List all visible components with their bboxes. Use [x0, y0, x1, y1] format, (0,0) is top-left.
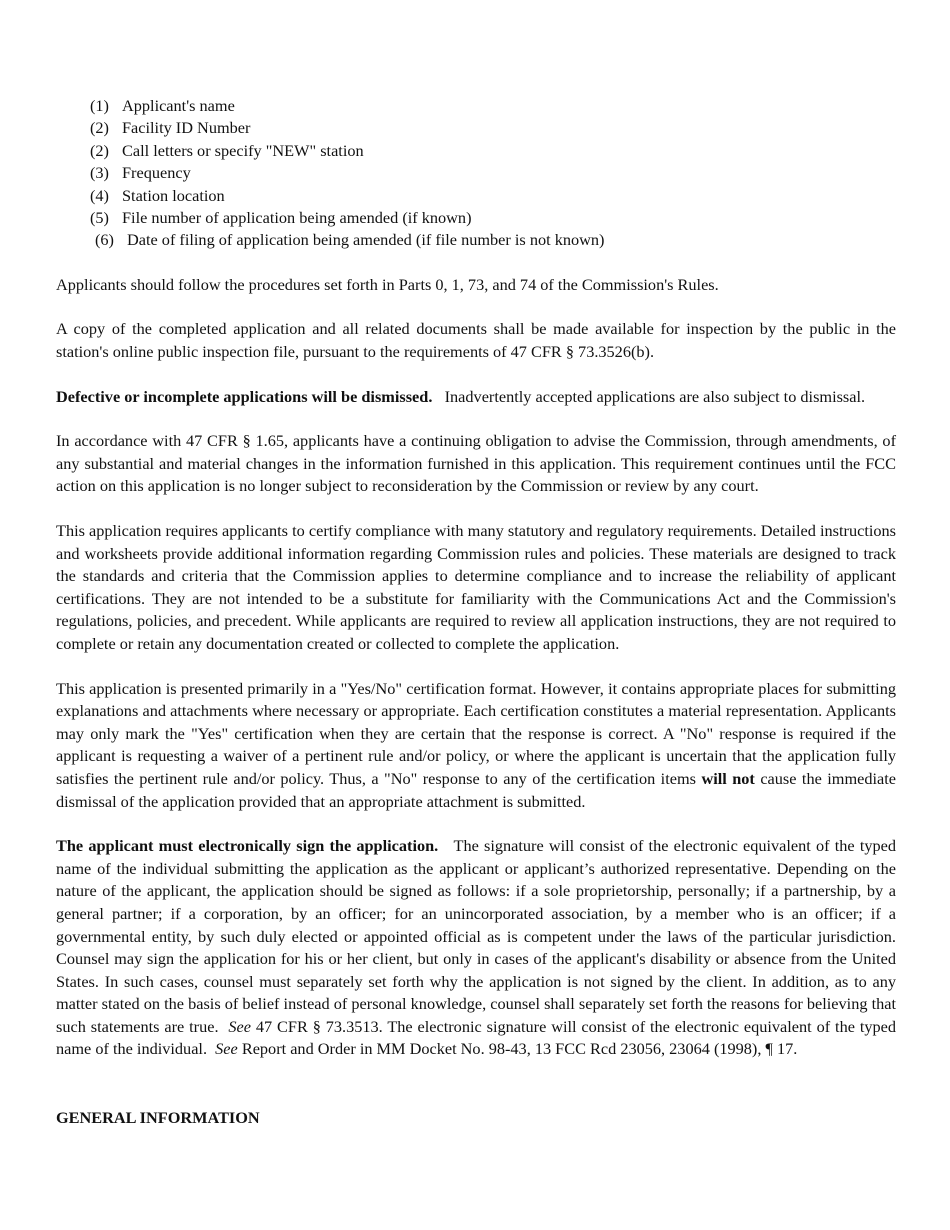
list-number: (1)	[90, 96, 109, 115]
list-number: (2)	[90, 118, 109, 138]
list-text: Facility ID Number	[122, 118, 251, 138]
signature-text-b: 47 CFR § 73.3513. The electronic signature will consist of the electronic equivalent of the typed name of the individual.	[56, 1016, 897, 1059]
list-number: (4)	[90, 185, 109, 205]
document-page	[56, 95, 896, 1130]
will-not-bold-text: will not	[701, 768, 755, 788]
certification-paragraph: This application requires applicants to certify compliance with many statutory and regulatory requirements. Detailed instructions and worksheets provide additional information regarding Commission rules and policies. These materials are designed to track the standards and criteria that the Commission applies to determine compliance and to increase the reliability of applicant certifications. They are not intended to be a substitute for familiarity with the Communications Act and the Commission's regulations, policies, and precedent. While applicants are required to review all application instructions, they are not required to complete or retain any documentation created or collected to complete the application.	[56, 521, 896, 653]
signature-text-c: Report and Order in MM Docket No. 98-43, 13 FCC Rcd 23056, 23064 (1998), ¶ 17.	[241, 1039, 798, 1059]
list-number: (3)	[90, 163, 109, 183]
signature-bold-text: The applicant must electronically sign the application.	[56, 836, 439, 856]
list-item	[90, 185, 896, 207]
see-italic-1: See	[228, 1016, 251, 1036]
list-item	[90, 207, 896, 229]
dismissal-text: Inadvertently accepted applications are also subject to dismissal.	[444, 386, 866, 406]
yes-no-text-a: This application is presented primarily in a "Yes/No" certification format. However, it contains appropriate places for submitting explanations and attachments where necessary or appropriate. Each certification constitutes a material representation. Applicants may only mark the "Yes" certification when they are certain that the response is correct. A "No" response is required if the applicant is requesting a waiver of a pertinent rule and/or policy, or where the applicant is uncertain that the application fully satisfies the pertinent rule and/or policy. Thus, a "No" response to any of the certification items	[56, 678, 896, 788]
list-text: Frequency	[122, 163, 191, 183]
signature-text-a: The signature will consist of the electronic equivalent of the typed name of the individual submitting the application as the applicant or applicant’s authorized representative. Depending on the nature of the applicant, the application should be signed as follows: if a sole proprietorship, personally; if a partnership, by a general partner; if a corporation, by an officer; for an unincorporated association, by a member who is an officer; if a governmental entity, by such duly elected or appointed official as is competent under the laws of the particular jurisdiction. Counsel may sign the application for his or her client, but only in cases of the applicant's disability or absence from the United States. In such cases, counsel must separately set forth why the application is not signed by the client. In addition, as to any matter stated on the basis of belief instead of personal knowledge, counsel shall separately set forth the reasons for believing that such statements are true.	[56, 836, 896, 1036]
list-number: (5)	[90, 208, 109, 228]
list-number: (2)	[90, 140, 109, 160]
list-item	[90, 95, 896, 117]
list-number: (6)	[95, 230, 114, 250]
public-file-paragraph: A copy of the completed application and all related documents shall be made available for inspection by the public in the station's online public inspection file, pursuant to the requirements of 47 CFR § 73.3526(b).	[56, 319, 896, 362]
signature-paragraph	[56, 835, 896, 1061]
list-text: Date of filing of application being amended (if file number is not known)	[127, 230, 605, 250]
list-text: Call letters or specify "NEW" station	[122, 140, 364, 160]
list-item	[90, 162, 896, 184]
dismissal-bold-text: Defective or incomplete applications will be dismissed.	[56, 386, 433, 406]
list-item	[90, 229, 896, 251]
yes-no-format-paragraph	[56, 678, 896, 814]
list-text: Applicant's name	[122, 96, 235, 115]
list-text: Station location	[122, 185, 225, 205]
see-italic-2: See	[215, 1039, 238, 1059]
dismissal-paragraph	[56, 386, 896, 409]
list-item	[90, 117, 896, 139]
required-info-list	[90, 95, 896, 252]
procedures-paragraph: Applicants should follow the procedures set forth in Parts 0, 1, 73, and 74 of the Commission's Rules.	[56, 274, 719, 294]
continuing-obligation-paragraph: In accordance with 47 CFR § 1.65, applicants have a continuing obligation to advise the Commission, through amendments, of any substantial and material changes in the information furnished in this application. This requirement continues until the FCC action on this application is no longer subject to reconsideration by the Commission or review by any court.	[56, 431, 896, 496]
list-text: File number of application being amended (if known)	[122, 208, 472, 228]
general-information-heading: GENERAL INFORMATION	[56, 1108, 260, 1128]
list-item	[90, 140, 896, 162]
yes-no-text-b: cause the immediate dismissal of the application provided that an appropriate attachment is submitted.	[56, 768, 896, 811]
